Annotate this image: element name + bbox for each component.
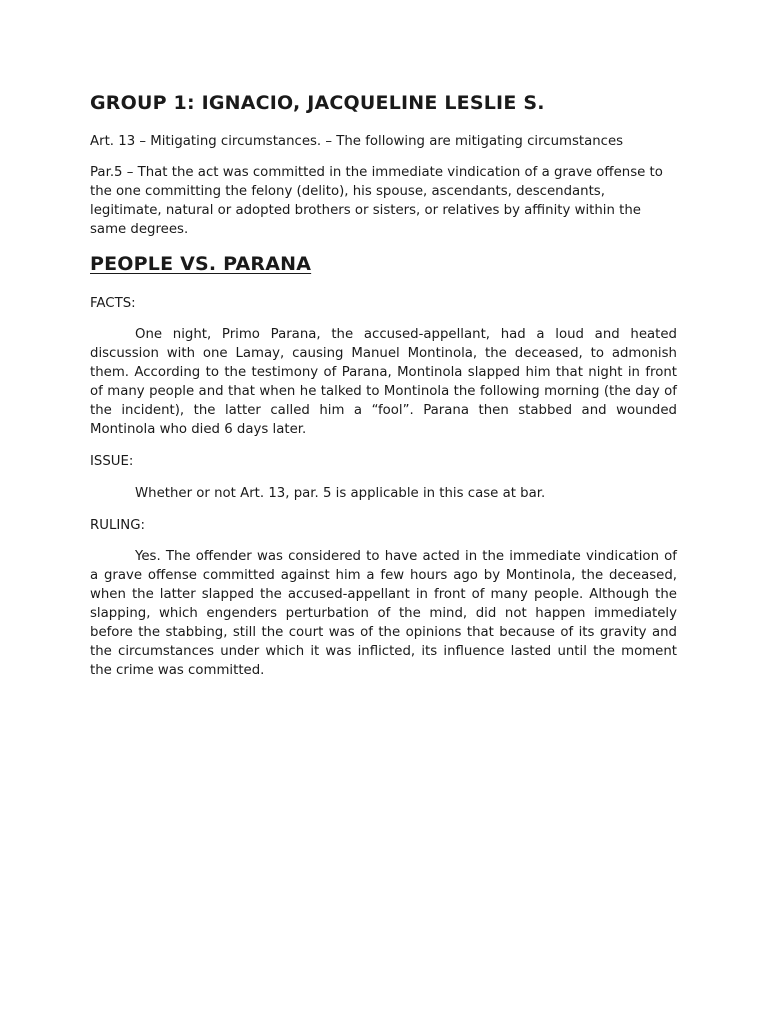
article-line: Art. 13 – Mitigating circumstances. – The following are mitigating circumstances [90,134,624,149]
facts-label: FACTS: [90,296,136,311]
ruling-text: Yes. The offender was considered to have acted in the immediate vindication of a grave offense committed against him a few hours ago by Montinola, the deceased, when the latter slapped the accused-appellant in front of many people. Although the slapping, which engenders perturbation of the mind, did not happen immediately before the stabbing, still the court was of the opinions that because of its gravity and the circumstances under which it was inflicted, its influence lasted until the moment the crime was committed. [90,549,677,678]
issue-text: Whether or not Art. 13, par. 5 is applicable in this case at bar. [135,486,546,501]
issue-label: ISSUE: [90,454,134,469]
page-title: GROUP 1: IGNACIO, JACQUELINE LESLIE S. [90,92,545,114]
ruling-label: RULING: [90,518,146,533]
facts-text: One night, Primo Parana, the accused-appellant, had a loud and heated discussion with one Lamay, causing Manuel Montinola, the deceased, to admonish them. According to the testimony of Parana, Montinola slapped him that night in front of many people and that when he talked to Montinola the following morning (the day of the incident), the latter called him a “fool”. Parana then stabbed and wounded Montinola who died 6 days later. [90,327,677,437]
paragraph-5: Par.5 – That the act was committed in the immediate vindication of a grave offense to the one committing the felony (delito), his spouse, ascendants, descendants, legitimate, natural or adopted brothers or sisters, or relatives by affinity within the same degrees. [90,165,663,237]
case-title: PEOPLE VS. PARANA [90,253,312,275]
